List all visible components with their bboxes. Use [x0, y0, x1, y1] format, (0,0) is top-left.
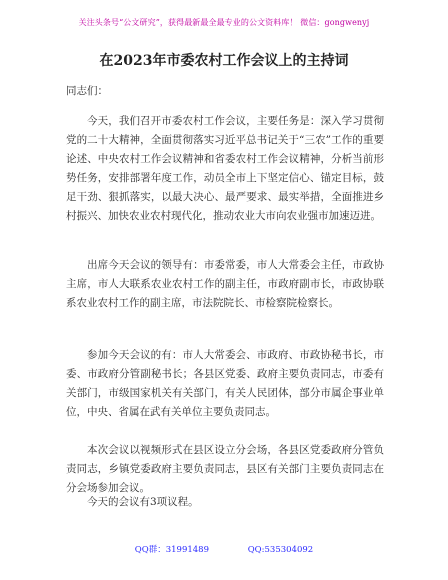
- paragraph-2: 出席今天会议的领导有：市委常委，市人大常委会主任，市政协主席，市人大联系农业农村工作的副主任，市政府副市长，市政协联系农业农村工作的副主席，市法院院长、市检察院检察长。: [66, 259, 384, 309]
- footer-qq-group: QQ群：31991489: [134, 545, 209, 555]
- document-title: 在2023年市委农村工作会议上的主持词: [99, 53, 349, 69]
- paragraph-1: 今天，我们召开市委农村工作会议，主要任务是：深入学习贯彻党的二十大精神，全面贯彻落实习近平总书记关于“三农”工作的重要论述、中央农村工作会议精神和省委农村工作会议精神，分析当前形势任务，安排部署年度工作，动员全市上下坚定信心、锚定目标，鼓足干劲、狠抓落实，以最大决心、最严要求、最实举措，全面推进乡村振兴、加快农业农村现代化，推动农业大市向农业强市加速迈进。: [66, 115, 384, 222]
- greeting: 同志们：: [66, 85, 108, 97]
- paragraph-4: 本次会议以视频形式在县区设立分会场，各县区党委政府分管负责同志，乡镇党委政府主要负责同志，县区有关部门主要负责同志在分会场参加会议。: [66, 444, 384, 494]
- footer: [0, 545, 448, 556]
- paragraph-3: 参加今天会议的有：市人大常委会、市政府、市政协秘书长，市委、市政府分管副秘书长；各县区党委、政府主要负责同志，市委有关部门，市级国家机关有关部门，有关人民团体，部分市属企事业单位，中央、省属在武有关单位主要负责同志。: [66, 349, 384, 418]
- paragraph-5: 今天的会议有3项议程。: [87, 496, 199, 508]
- header-note: 关注头条号“公文研究”，获得最新最全最专业的公文资料库！ 微信：gongwenyj: [78, 18, 370, 27]
- footer-qq: QQ:535304092: [247, 545, 314, 555]
